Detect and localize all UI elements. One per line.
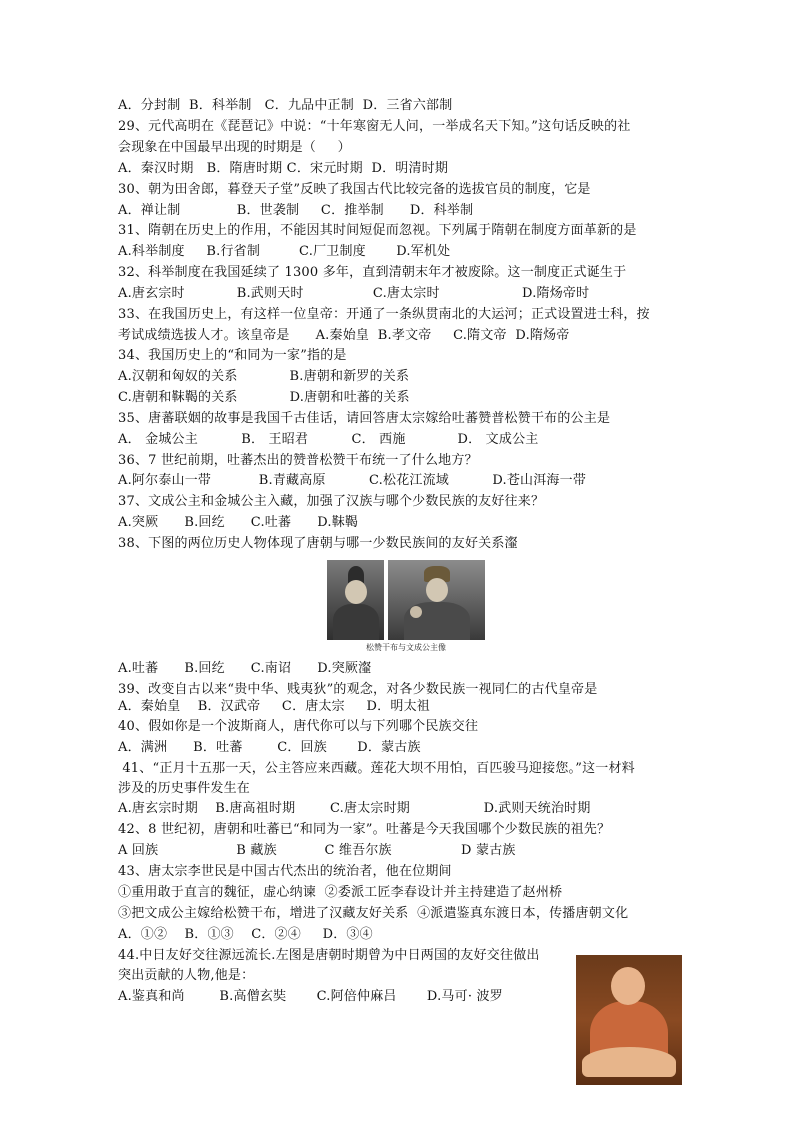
q39-options: A．秦始皇 B．汉武帝 C．唐太宗 D．明太祖	[118, 699, 430, 714]
q41-stem-line1: 41、“正月十五那一天，公主答应来西藏。莲花大坝不用怕，百匹骏马迎接您。”这一材料	[118, 761, 635, 776]
q35-stem: 35、唐蕃联姻的故事是我国千古佳话，请回答唐太宗嫁给吐蕃赞普松赞干布的公主是	[118, 411, 611, 426]
q32-options: A.唐玄宗时 B.武则天时 C.唐太宗时 D.隋炀帝时	[118, 286, 590, 301]
q32-stem: 32、科举制度在我国延续了 1300 多年，直到清朝末年才被废除。这一制度正式诞生于	[118, 265, 627, 280]
q37-stem: 37、文成公主和金城公主入藏，加强了汉族与哪个少数民族的友好往来？	[118, 494, 545, 509]
q43-item-12: ①重用敢于直言的魏征，虚心纳谏 ②委派工匠李春设计并主持建造了赵州桥	[118, 885, 563, 900]
q37-options: A.突厥 B.回纥 C.吐蕃 D.靺鞨	[118, 515, 359, 530]
q33-stem-line2: 考试成绩选拔人才。该皇帝是 A.秦始皇 B.孝文帝 C.隋文帝 D.隋炀帝	[118, 328, 570, 343]
q34-options-cd: C.唐朝和靺鞨的关系 D.唐朝和吐蕃的关系	[118, 390, 410, 405]
q31-options: A.科举制度 B.行省制 C.厂卫制度 D.军机处	[118, 244, 451, 259]
q33-stem-line1: 33、在我国历史上，有这样一位皇帝：开通了一条纵贯南北的大运河；正式设置进士科，按	[118, 307, 650, 322]
q29-stem-line1: 29、元代高明在《琵琶记》中说：“十年寒窗无人问，一举成名天下知。”这句话反映的社	[118, 119, 631, 134]
q42-stem: 42、8 世纪初，唐朝和吐蕃已“和同为一家”。吐蕃是今天我国哪个少数民族的祖先？	[118, 822, 611, 837]
q43-stem: 43、唐太宗李世民是中国古代杰出的统治者，他在位期间	[118, 864, 452, 879]
princess-wencheng-portrait	[388, 560, 485, 640]
q36-options: A.阿尔泰山一带 B.青藏高原 C.松花江流域 D.苍山洱海一带	[118, 473, 587, 488]
songtsen-gampo-princess-wencheng-figure	[327, 560, 485, 655]
q30-stem: 30、朝为田舍郎，暮登天子堂”反映了我国古代比较完备的选拔官员的制度，它是	[118, 182, 591, 197]
q30-options: A．禅让制 B．世袭制 C．推举制 D．科举制	[118, 203, 474, 218]
q29-options: A．秦汉时期 B．隋唐时期 C．宋元时期 D．明清时期	[118, 161, 449, 176]
q40-stem: 40、假如你是一个波斯商人，唐代你可以与下列哪个民族交往	[118, 719, 479, 734]
songtsen-gampo-portrait	[327, 560, 384, 640]
figure-caption: 松赞干布与文成公主像	[366, 643, 446, 652]
q35-options: A． 金城公主 B． 王昭君 C． 西施 D． 文成公主	[118, 432, 539, 447]
q42-options: A 回族 B 藏族 C 维吾尔族 D 蒙古族	[118, 843, 516, 858]
q38-stem: 38、下图的两位历史人物体现了唐朝与哪一少数民族间的友好关系瀣	[118, 536, 518, 551]
jianzhen-statue-image	[576, 955, 682, 1085]
q34-stem: 34、我国历史上的“和同为一家”指的是	[118, 348, 347, 363]
q40-options: A．满洲 B．吐蕃 C．回族 D．蒙古族	[118, 740, 421, 755]
q43-options: A．①② B．①③ C．②④ D．③④	[118, 927, 373, 942]
q41-options: A.唐玄宗时期 B.唐高祖时期 C.唐太宗时期 D.武则天统治时期	[118, 801, 591, 816]
q44-options: A.鉴真和尚 B.高僧玄奘 C.阿倍仲麻吕 D.马可· 波罗	[118, 989, 503, 1004]
q39-stem: 39、改变自古以来“贵中华、贱夷狄”的观念，对各少数民族一视同仁的古代皇帝是	[118, 682, 598, 697]
q29-stem-line2: 会现象在中国最早出现的时期是（ ）	[118, 140, 351, 155]
q36-stem: 36、7 世纪前期，吐蕃杰出的赞普松赞干布统一了什么地方？	[118, 453, 478, 468]
q44-stem-line2: 突出贡献的人物,他是：	[118, 968, 255, 983]
q43-item-34: ③把文成公主嫁给松赞干布，增进了汉藏友好关系 ④派遣鉴真东渡日本，传播唐朝文化	[118, 906, 629, 921]
q28-options: A．分封制 B．科举制 C．九品中正制 D．三省六部制	[118, 98, 453, 113]
q41-stem-line2: 涉及的历史事件发生在	[118, 781, 251, 796]
q44-stem-line1: 44.中日友好交往源远流长.左图是唐朝时期曾为中日两国的友好交往做出	[118, 948, 540, 963]
q34-options-ab: A.汉朝和匈奴的关系 B.唐朝和新罗的关系	[118, 369, 410, 384]
q38-options: A.吐蕃 B.回纥 C.南诏 D.突厥瀣	[118, 661, 372, 676]
q31-stem: 31、隋朝在历史上的作用，不能因其时间短促而忽视。下列属于隋朝在制度方面革新的是	[118, 223, 637, 238]
